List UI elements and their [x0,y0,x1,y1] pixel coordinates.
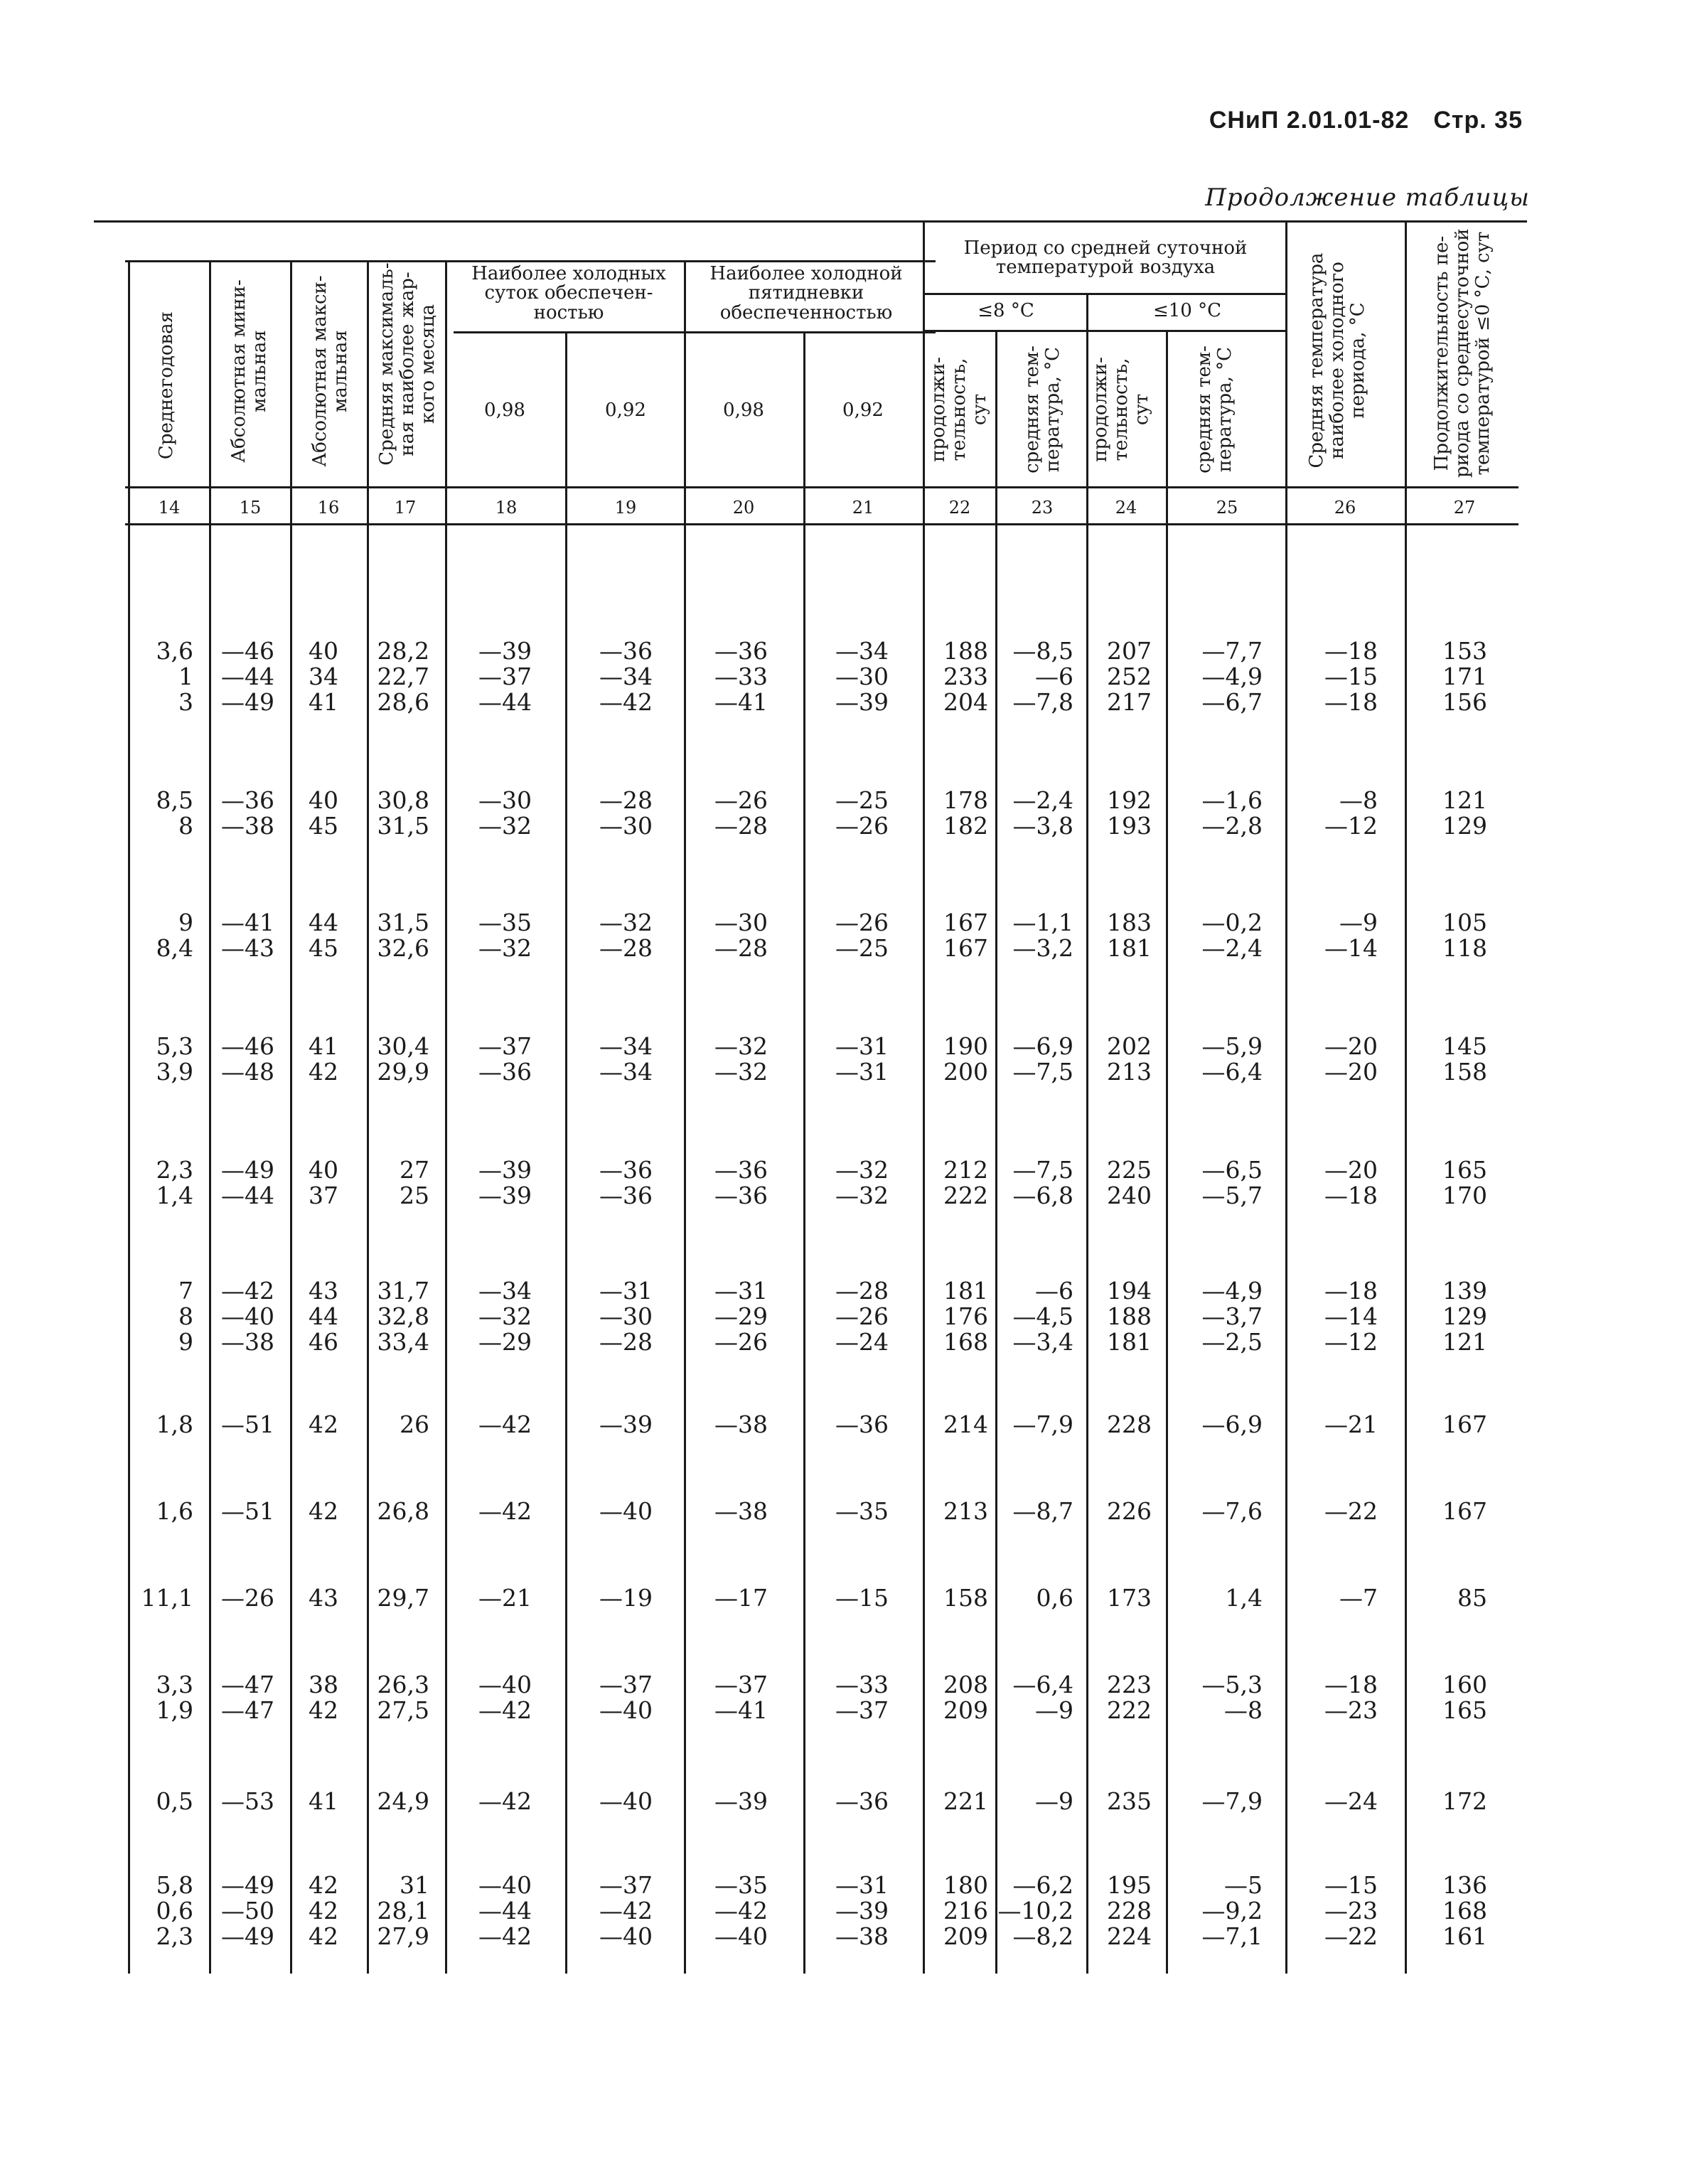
table-cell: —42 —40 —38 [221,1277,274,1356]
column-number: 26 [1334,498,1356,518]
table-cell: —47 —47 [221,1671,274,1724]
group-rule-coldest [454,331,936,333]
page-number: Стр. 35 [1433,107,1523,134]
col-rule [1405,220,1407,1974]
table-cell: 1,4 [1225,1584,1263,1612]
col-rule [367,260,369,1974]
col-header-23: средняя тем- пература, °С [1022,346,1064,473]
table-cell: 208 209 [943,1671,988,1724]
table-cell: 213 [943,1497,988,1525]
col-header-22: продолжи- тельность, сут [928,357,991,462]
table-cell: 190 200 [943,1032,988,1086]
table-cell: 26,3 27,5 [377,1671,429,1724]
table-cell: —51 [221,1497,274,1525]
table-cell: —37 —40 [599,1671,653,1724]
table-cell: —39 —39 [478,1156,532,1209]
table-cell: 41 [309,1787,338,1815]
column-number: 27 [1453,498,1476,518]
column-number: 19 [614,498,637,518]
table-cell: 188 233 204 [943,637,988,716]
col-rule [1166,331,1168,1974]
table-cell: —36 —36 [599,1156,653,1209]
table-cell: 136 168 161 [1442,1871,1487,1950]
table-cell: 85 [1457,1584,1487,1612]
table-cell: —7,9 [1201,1787,1263,1815]
table-cell: 121 129 [1442,786,1487,840]
group-rule-period [924,293,1287,295]
table-cell: 1,6 [156,1497,193,1525]
table-cell: —36 —36 [714,1156,768,1209]
table-cell: —26 —28 [714,786,768,840]
table-cell: —4,9 —3,7 —2,5 [1201,1277,1263,1356]
table-cell: 44 45 [309,909,338,962]
table-cell: —42 [478,1787,532,1815]
table-cell: —17 [714,1584,768,1612]
table-cell: 42 [309,1410,338,1438]
table-cell: —0,2 —2,4 [1201,909,1263,962]
table-cell: —42 [478,1410,532,1438]
table-cell: —18 —23 [1324,1671,1378,1724]
table-cell: —31 —31 [835,1032,889,1086]
table-top-rule [94,220,1527,223]
table-cell: 167 [1442,1410,1487,1438]
col-header-14: Среднегодовая [156,311,177,460]
table-cell: —42 [478,1497,532,1525]
table-cell: —53 [221,1787,274,1815]
table-cell: 40 37 [309,1156,338,1209]
column-number: 15 [239,498,262,518]
table-cell: —34 —34 [599,1032,653,1086]
table-cell: 43 44 46 [309,1277,338,1356]
continuation-label: Продолжение таблицы [1205,183,1530,212]
table-cell: 202 213 [1107,1032,1152,1086]
table-cell: 173 [1107,1584,1152,1612]
table-cell: —6,5 —5,7 [1201,1156,1263,1209]
table-cell: —41 —43 [221,909,274,962]
table-cell: 194 188 181 [1107,1277,1152,1356]
table-cell: —6,9 —7,5 [1012,1032,1073,1086]
col-rule [290,260,292,1974]
table-cell: 167 [1442,1497,1487,1525]
col-header-24: продолжи- тельность, сут [1090,357,1153,462]
table-cell: 42 [309,1497,338,1525]
table-cell: —34 —30 —39 [835,637,889,716]
table-cell: —37 —36 [478,1032,532,1086]
col-header-15: Абсолютная мини- мальная [228,279,271,463]
table-cell: —49 —44 [221,1156,274,1209]
table-cell: —32 —28 [599,909,653,962]
table-cell: —22 [1324,1497,1378,1525]
table-cell: 29,7 [377,1584,429,1612]
table-cell: —5 —9,2 —7,1 [1201,1871,1263,1950]
table-cell: 221 [943,1787,988,1815]
table-cell: —36 —33 —41 [714,637,768,716]
header-inner-rule [125,260,936,262]
col-rule [128,260,130,1974]
table-cell: —33 —37 [835,1671,889,1724]
column-number: 22 [948,498,971,518]
table-cell: 167 167 [943,909,988,962]
table-cell: —19 [599,1584,653,1612]
table-cell: —20 —18 [1324,1156,1378,1209]
doc-code: СНиП 2.01.01-82 [1209,107,1410,134]
table-cell: 8,5 8 [156,786,193,840]
table-cell: 180 216 209 [943,1871,988,1950]
table-cell: —21 [478,1584,532,1612]
table-cell: —8 —12 [1324,786,1378,840]
threshold-le8: ≤8 °С [977,300,1034,321]
table-cell: —36 [835,1787,889,1815]
table-cell: —40 [599,1497,653,1525]
col-rule [923,220,925,1974]
table-cell: 207 252 217 [1107,637,1152,716]
table-cell: 235 [1107,1787,1152,1815]
table-cell: 26 [400,1410,429,1438]
col-header-18: 0,98 [484,400,525,421]
table-cell: 31,5 32,6 [377,909,429,962]
table-cell: 214 [943,1410,988,1438]
table-cell: 139 129 121 [1442,1277,1487,1356]
table-cell: —40 —44 —42 [478,1871,532,1950]
table-cell: —9 —14 [1324,909,1378,962]
column-number: 17 [394,498,417,518]
col-rule [1285,220,1287,1974]
table-cell: 228 [1107,1410,1152,1438]
table-cell: 40 45 [309,786,338,840]
table-cell: —6,9 [1201,1410,1263,1438]
table-cell: 226 [1107,1497,1152,1525]
table-cell: —46 —48 [221,1032,274,1086]
table-cell: 31,7 32,8 33,4 [377,1277,429,1356]
table-cell: —40 —42 [478,1671,532,1724]
table-cell: —38 [714,1497,768,1525]
table-cell: 172 [1442,1787,1487,1815]
threshold-le10: ≤10 °С [1152,300,1222,321]
col-header-16: Абсолютная макси- мальная [309,275,352,467]
table-cell: 26,8 [377,1497,429,1525]
table-cell: —32 —32 [714,1032,768,1086]
col-header-17: Средняя максималь- ная наиболее жар- кого месяца [376,262,439,466]
table-cell: 30,8 31,5 [377,786,429,840]
table-cell: —31 —29 —26 [714,1277,768,1356]
table-cell: —30 —28 [714,909,768,962]
table-cell: —7,7 —4,9 —6,7 [1201,637,1263,716]
group-header-period: Период со средней суточной температурой воздуха [963,237,1248,279]
table-cell: 43 [309,1584,338,1612]
table-cell: —8,7 [1012,1497,1073,1525]
column-number: 16 [317,498,340,518]
col-rule [445,260,447,1974]
table-cell: —20 —20 [1324,1032,1378,1086]
col-rule [565,331,567,1974]
table-cell: —5,9 —6,4 [1201,1032,1263,1086]
group-header-coldest-day: Наиболее холодных суток обеспечен-ностью [471,263,666,323]
table-cell: 40 34 41 [309,637,338,716]
table-cell: 38 42 [309,1671,338,1724]
header-bottom-rule [125,486,1518,488]
table-cell: —34 —32 —29 [478,1277,532,1356]
table-cell: 158 [943,1584,988,1612]
table-cell: —1,6 —2,8 [1201,786,1263,840]
table-cell: 24,9 [377,1787,429,1815]
col-header-19: 0,92 [605,400,646,421]
table-cell: 41 42 [309,1032,338,1086]
table-cell: —21 [1324,1410,1378,1438]
table-cell: 192 193 [1107,786,1152,840]
column-number: 21 [852,498,874,518]
col-rule [1086,293,1088,1974]
group-header-coldest-five-day: Наиболее холодной пятидневки обеспеченностью [709,263,903,323]
table-cell: —24 [1324,1787,1378,1815]
table-cell: —39 [714,1787,768,1815]
table-cell: —15 [835,1584,889,1612]
col-header-26: Средняя температура наиболее холодного периода, °С [1306,252,1369,469]
column-number: 20 [732,498,755,518]
column-number: 23 [1031,498,1054,518]
table-cell: —7,5 —6,8 [1012,1156,1073,1209]
table-cell: —31 —39 —38 [835,1871,889,1950]
table-cell: 28,2 22,7 28,6 [377,637,429,716]
table-cell: 160 165 [1442,1671,1487,1724]
table-cell: 5,8 0,6 2,3 [156,1871,193,1950]
table-cell: —39 —37 —44 [478,637,532,716]
table-cell: —35 —42 —40 [714,1871,768,1950]
table-cell: —7,6 [1201,1497,1263,1525]
table-cell: 223 222 [1107,1671,1152,1724]
table-cell: —51 [221,1410,274,1438]
table-cell: —7,9 [1012,1410,1073,1438]
table-cell: 178 182 [943,786,988,840]
table-cell: 27 25 [400,1156,429,1209]
col-rule [995,331,997,1974]
table-cell: 3,3 1,9 [156,1671,193,1724]
table-cell: 105 118 [1442,909,1487,962]
table-cell: —18 —14 —12 [1324,1277,1378,1356]
col-header-21: 0,92 [842,400,884,421]
running-head [1185,107,1523,134]
table-cell: —35 —32 [478,909,532,962]
table-cell: 0,5 [156,1787,193,1815]
col-rule [803,331,805,1974]
table-cell: 165 170 [1442,1156,1487,1209]
column-number-rule [125,523,1518,525]
column-number: 14 [158,498,181,518]
table-cell: —39 [599,1410,653,1438]
table-cell: 2,3 1,4 [156,1156,193,1209]
table-cell: 183 181 [1107,909,1152,962]
group-rule-threshold [924,330,1287,332]
table-cell: 181 176 168 [943,1277,988,1356]
table-cell: —8,5 —6 —7,8 [1012,637,1073,716]
table-cell: —28 —30 [599,786,653,840]
column-number: 25 [1216,498,1238,518]
table-cell: 5,3 3,9 [156,1032,193,1086]
table-cell: 212 222 [943,1156,988,1209]
col-header-25: средняя тем- пература, °С [1194,346,1236,473]
table-cell: —37 —41 [714,1671,768,1724]
table-cell: —7 [1339,1584,1378,1612]
table-cell: 1,8 [156,1410,193,1438]
table-cell: —5,3 —8 [1201,1671,1263,1724]
table-cell: —31 —30 —28 [599,1277,653,1356]
col-rule [209,260,211,1974]
table-cell: 9 8,4 [156,909,193,962]
table-cell: —6,2 —10,2 —8,2 [997,1871,1073,1950]
table-cell: —26 [221,1584,274,1612]
table-cell: —6 —4,5 —3,4 [1012,1277,1073,1356]
table-cell: —26 —25 [835,909,889,962]
table-cell: —36 [835,1410,889,1438]
table-cell: 225 240 [1107,1156,1152,1209]
table-cell: 153 171 156 [1442,637,1487,716]
table-cell: —40 [599,1787,653,1815]
table-cell: —2,4 —3,8 [1012,786,1073,840]
table-cell: 3,6 1 3 [156,637,193,716]
col-header-20: 0,98 [723,400,764,421]
table-cell: —25 —26 [835,786,889,840]
table-cell: —1,1 —3,2 [1012,909,1073,962]
table-cell: 0,6 [1036,1584,1073,1612]
table-cell: —36 —38 [221,786,274,840]
column-number: 18 [495,498,518,518]
table-cell: —15 —23 —22 [1324,1871,1378,1950]
table-cell: —32 —32 [835,1156,889,1209]
table-cell: —28 —26 —24 [835,1277,889,1356]
table-cell: —18 —15 —18 [1324,637,1378,716]
table-cell: —46 —44 —49 [221,637,274,716]
column-number: 24 [1115,498,1137,518]
table-cell: —6,4 —9 [1012,1671,1073,1724]
table-cell: 42 42 42 [309,1871,338,1950]
table-cell: 30,4 29,9 [377,1032,429,1086]
table-cell: 11,1 [141,1584,193,1612]
table-cell: —37 —42 —40 [599,1871,653,1950]
col-header-27: Продолжительность пе- риода со среднесуточной температурой ≤0 °С, сут [1431,228,1494,478]
table-cell: 195 228 224 [1107,1871,1152,1950]
table-cell: —36 —34 —42 [599,637,653,716]
table-cell: 31 28,1 27,9 [377,1871,429,1950]
table-cell: 145 158 [1442,1032,1487,1086]
table-cell: 7 8 9 [178,1277,193,1356]
col-rule [684,260,686,1974]
table-cell: —35 [835,1497,889,1525]
table-cell: —38 [714,1410,768,1438]
table-cell: —49 —50 —49 [221,1871,274,1950]
table-cell: —30 —32 [478,786,532,840]
table-cell: —9 [1035,1787,1073,1815]
